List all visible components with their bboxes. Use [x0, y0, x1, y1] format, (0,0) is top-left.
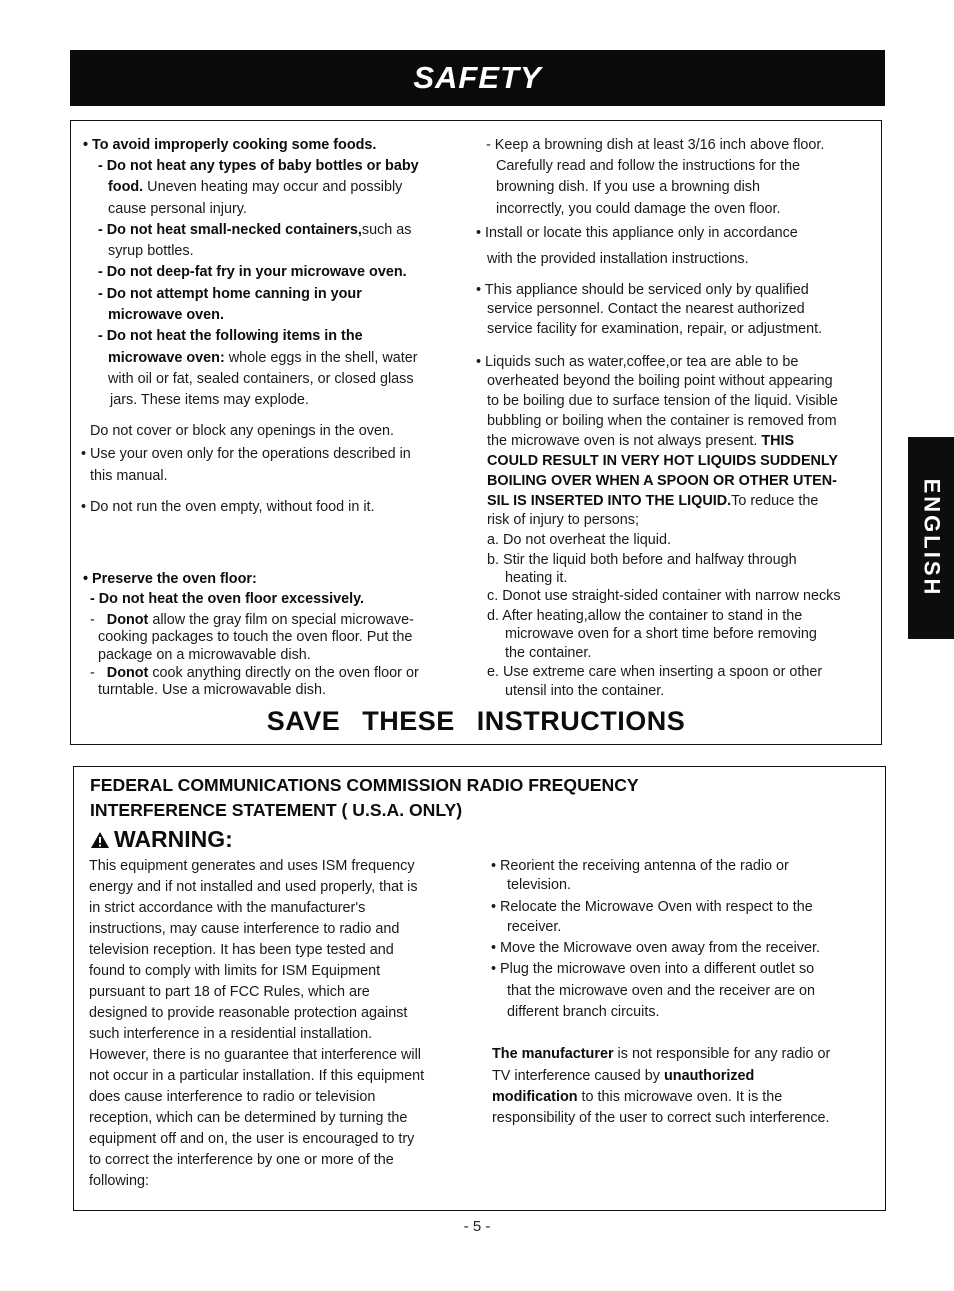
- fcc-title-line2: INTERFERENCE STATEMENT ( U.S.A. ONLY): [90, 800, 463, 820]
- browning-line2: Carefully read and follow the instructions for the: [496, 158, 800, 174]
- liquid-line8: SIL IS INSERTED INTO THE LIQUID.To reduce the: [487, 493, 819, 509]
- liquid-line7: BOILING OVER WHEN A SPOON OR OTHER UTEN-: [487, 473, 837, 489]
- fcc-bullet-reorient: • Reorient the receiving antenna of the radio or: [491, 858, 789, 874]
- fcc-left-line: designed to provide reasonable protection against: [89, 1005, 408, 1021]
- deep-fry-warning: - Do not deep-fat fry in your microwave oven.: [98, 264, 407, 280]
- fcc-bullet-plug-3: different branch circuits.: [507, 1004, 660, 1020]
- use-oven-line1: • Use your oven only for the operations described in: [81, 446, 411, 462]
- liquid-line9: risk of injury to persons;: [487, 512, 639, 528]
- small-necked-line2: syrup bottles.: [108, 243, 194, 259]
- warning-label: WARNING:: [114, 826, 233, 852]
- liquid-step-b2: heating it.: [505, 570, 568, 586]
- language-tab: [908, 437, 954, 639]
- donot-film-line1: - Donot allow the gray film on special microwave-: [90, 612, 414, 628]
- fcc-left-line: energy and if not installed and used properly, that is: [89, 879, 418, 895]
- header-title: SAFETY: [413, 60, 542, 95]
- liquid-step-a: a. Do not overheat the liquid.: [487, 532, 672, 548]
- liquid-line4: bubbling or boiling when the container is removed from: [487, 413, 837, 429]
- browning-line4: incorrectly, you could damage the oven floor.: [496, 201, 781, 217]
- small-necked-warning: - Do not heat small-necked containers,such as: [98, 222, 412, 238]
- fcc-left-text: [89, 856, 424, 1192]
- liquid-line6: COULD RESULT IN VERY HOT LIQUIDS SUDDENLY: [487, 453, 839, 469]
- items-line2: microwave oven: whole eggs in the shell, water: [108, 350, 418, 366]
- fcc-bullet-plug-2: that the microwave oven and the receiver are on: [507, 983, 815, 999]
- section-header: [70, 50, 885, 106]
- fcc-left-line: such interference in a residential installation.: [89, 1026, 373, 1042]
- items-warning: - Do not heat the following items in the: [98, 328, 363, 344]
- browning-line3: browning dish. If you use a browning dish: [496, 179, 760, 195]
- manufacturer-line4: responsibility of the user to correct such interference.: [492, 1110, 830, 1126]
- service-line1: • This appliance should be serviced only by qualified: [476, 282, 809, 298]
- fcc-left-line: in strict accordance with the manufacturer's: [89, 900, 366, 916]
- fcc-left-line: not occur in a particular installation. If this equipment: [89, 1068, 425, 1084]
- preserve-floor-heading: • Preserve the oven floor:: [83, 571, 257, 587]
- donot-film-line3: package on a microwavable dish.: [98, 647, 311, 663]
- install-line1: • Install or locate this appliance only in accordance: [476, 225, 798, 241]
- browning-line1: - Keep a browning dish at least 3/16 inch above floor.: [486, 137, 825, 153]
- donot-film-line2: cooking packages to touch the oven floor. Put the: [98, 629, 413, 645]
- liquid-step-e2: utensil into the container.: [505, 683, 665, 699]
- items-line3: with oil or fat, sealed containers, or closed glass: [108, 371, 414, 387]
- save-instructions-heading: SAVE THESE INSTRUCTIONS: [266, 706, 686, 736]
- canning-line2: microwave oven.: [108, 307, 224, 323]
- items-line4: jars. These items may explode.: [110, 392, 309, 408]
- fcc-left-line: equipment off and on, the user is encouraged to try: [89, 1131, 415, 1147]
- liquid-line5: the microwave oven is not always present. THIS: [487, 433, 795, 449]
- baby-bottle-line2: food. Uneven heating may occur and possibly: [108, 179, 403, 195]
- liquid-step-c: c. Donot use straight-sided container with narrow necks: [487, 588, 841, 604]
- fcc-left-line: However, there is no guarantee that interference will: [89, 1047, 421, 1063]
- fcc-title-line1: FEDERAL COMMUNICATIONS COMMISSION RADIO FREQUENCY: [90, 775, 639, 795]
- fcc-left-line: instructions, may cause interference to radio and: [89, 921, 400, 937]
- cover-openings: Do not cover or block any openings in the oven.: [90, 423, 394, 439]
- install-line2: with the provided installation instructions.: [487, 251, 749, 267]
- service-line3: service facility for examination, repair, or adjustment.: [487, 321, 823, 337]
- empty-oven: • Do not run the oven empty, without food in it.: [81, 499, 375, 515]
- fcc-left-line: to correct the interference by one or more of the: [89, 1152, 394, 1168]
- manufacturer-line2: TV interference caused by unauthorized: [492, 1068, 755, 1084]
- warning-heading: [90, 826, 233, 853]
- fcc-bullet-relocate-2: receiver.: [507, 919, 562, 935]
- fcc-left-line: television reception. It has been type tested and: [89, 942, 394, 958]
- donot-cook-line2: turntable. Use a microwavable dish.: [98, 682, 326, 698]
- fcc-bullet-reorient-2: television.: [507, 877, 571, 893]
- warning-triangle-icon: [90, 831, 110, 849]
- canning-warning: - Do not attempt home canning in your: [98, 286, 362, 302]
- fcc-left-line: pursuant to part 18 of FCC Rules, which are: [89, 984, 370, 1000]
- liquid-step-b1: b. Stir the liquid both before and halfway through: [487, 552, 797, 568]
- fcc-left-line: This equipment generates and uses ISM frequency: [89, 858, 415, 874]
- liquid-step-d1: d. After heating,allow the container to stand in the: [487, 608, 803, 624]
- use-oven-line2: this manual.: [90, 468, 168, 484]
- liquid-line2: overheated beyond the boiling point without appearing: [487, 373, 833, 389]
- manufacturer-line3: modification to this microwave oven. It is the: [492, 1089, 783, 1105]
- service-line2: service personnel. Contact the nearest authorized: [487, 301, 805, 317]
- fcc-bullet-move: • Move the Microwave oven away from the receiver.: [491, 940, 820, 956]
- liquid-line3: to be boiling due to surface tension of the liquid. Visible: [487, 393, 838, 409]
- fcc-left-line: reception, which can be determined by turning the: [89, 1110, 408, 1126]
- floor-heat-warning: - Do not heat the oven floor excessively.: [90, 591, 365, 607]
- donot-cook-line1: - Donot cook anything directly on the oven floor or: [90, 665, 419, 681]
- cooking-heading: • To avoid improperly cooking some foods.: [83, 137, 377, 153]
- fcc-bullet-relocate: • Relocate the Microwave Oven with respect to the: [491, 899, 813, 915]
- baby-bottle-line3: cause personal injury.: [108, 201, 247, 217]
- fcc-left-line: following:: [89, 1173, 149, 1189]
- fcc-title: [90, 773, 639, 823]
- fcc-left-line: does cause interference to radio or television: [89, 1089, 376, 1105]
- page-number: - 5 -: [463, 1218, 491, 1235]
- language-tab-label: ENGLISH: [919, 478, 945, 598]
- manufacturer-line1: The manufacturer is not responsible for any radio or: [492, 1046, 831, 1062]
- liquid-step-d3: the container.: [505, 645, 592, 661]
- liquid-line1: • Liquids such as water,coffee,or tea are able to be: [476, 354, 799, 370]
- liquid-step-e1: e. Use extreme care when inserting a spoon or other: [487, 664, 823, 680]
- fcc-left-line: found to comply with limits for ISM Equipment: [89, 963, 381, 979]
- baby-bottle-warning: - Do not heat any types of baby bottles or baby: [98, 158, 419, 174]
- liquid-step-d2: microwave oven for a short time before removing: [505, 626, 817, 642]
- fcc-bullet-plug: • Plug the microwave oven into a different outlet so: [491, 961, 815, 977]
